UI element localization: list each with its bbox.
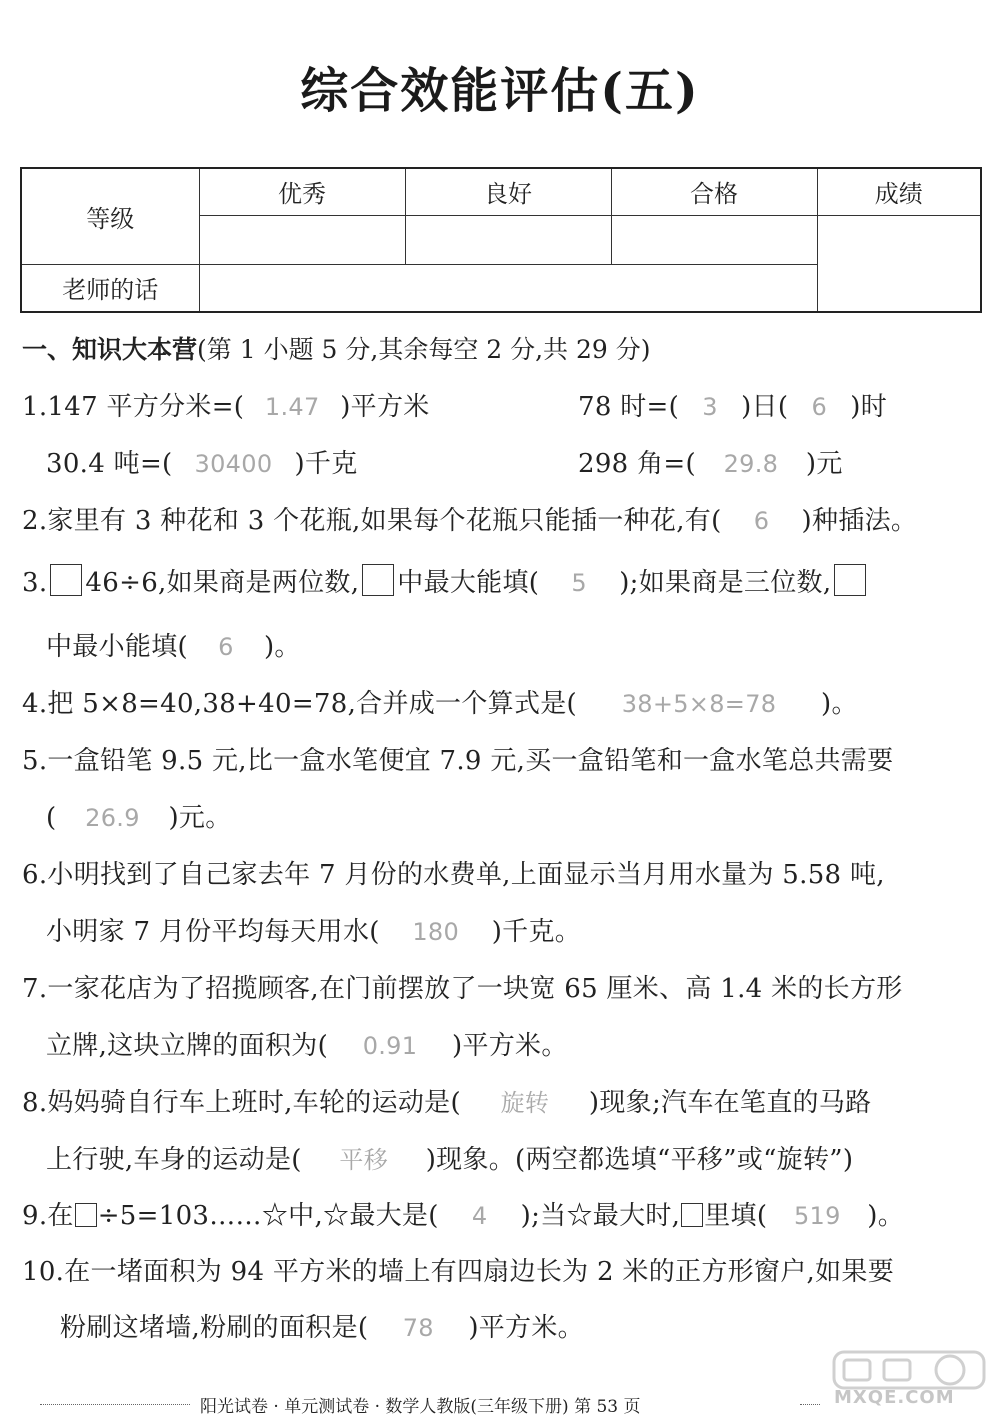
q1b-unit: )时 [850, 392, 888, 422]
q7-text-2: 立牌,这块立牌的面积为( [46, 1031, 329, 1061]
q9-blank-box-2 [681, 1203, 703, 1227]
q1b-text: 78 时=( [578, 392, 680, 422]
q9-number: 9.在 [22, 1201, 74, 1231]
q5-end: )元。 [168, 803, 232, 833]
q10-text-2: 粉刷这堵墙,粉刷的面积是( [60, 1313, 369, 1343]
question-10-cont [60, 1307, 584, 1344]
pass-cell [611, 215, 817, 264]
q2-text: 2.家里有 3 种花和 3 个花瓶,如果每个花瓶只能插一种花,有( [22, 506, 722, 536]
q9-text-2: );当☆最大时, [520, 1201, 681, 1231]
q1d-unit: )元 [805, 449, 843, 479]
question-1d [578, 443, 843, 480]
question-3-cont [46, 626, 301, 663]
q3-number: 3. [22, 568, 48, 598]
q8-text-4: )现象。(两空都选填“平移”或“旋转”) [425, 1145, 854, 1175]
q2-answer: 6 [753, 507, 770, 535]
question-3 [22, 562, 869, 599]
q1d-text: 298 角=( [578, 449, 696, 479]
question-1c [46, 443, 358, 480]
q9-text-1: ÷5=103……☆中,☆最大是( [97, 1201, 439, 1231]
q7-answer: 0.91 [362, 1032, 418, 1060]
question-2 [22, 500, 917, 537]
question-5-cont [46, 797, 232, 834]
pass-header: 合格 [611, 168, 817, 215]
q7-end: )平方米。 [452, 1031, 568, 1061]
q3-blank-box-2 [362, 564, 394, 596]
q10-end: )平方米。 [468, 1313, 584, 1343]
footer-text: 阳光试卷 · 单元测试卷 · 数学人教版(三年级下册) 第 53 页 [200, 1397, 641, 1417]
q2-end: )种插法。 [801, 506, 918, 536]
q3-text-1: 46÷6,如果商是两位数, [85, 568, 360, 598]
q9-text-3: 里填( [704, 1201, 768, 1231]
q9-answer-star: 4 [471, 1202, 488, 1230]
q1a-text: 1.147 平方分米=( [22, 392, 245, 422]
q9-answer-box: 519 [793, 1202, 841, 1230]
page-footer [40, 1392, 920, 1417]
question-4 [22, 683, 858, 720]
q7-text: 7.一家花店为了招揽顾客,在门前摆放了一块宽 65 厘米、高 1.4 米的长方形 [22, 974, 903, 1004]
level-label: 等级 [21, 168, 199, 264]
q6-answer: 180 [412, 918, 460, 946]
q10-text: 10.在一堵面积为 94 平方米的墙上有四扇边长为 2 米的正方形窗户,如果要 [22, 1257, 894, 1287]
score-cell [817, 215, 981, 312]
q4-answer: 38+5×8=78 [621, 690, 777, 718]
score-header: 成绩 [817, 168, 981, 215]
section-title: 一、知识大本营 [22, 335, 198, 364]
q1c-text: 30.4 吨=( [46, 449, 173, 479]
q8-answer-car: 平移 [339, 1146, 389, 1174]
q6-end: )千克。 [491, 917, 582, 947]
question-7 [22, 968, 903, 1005]
q6-text-2: 小明家 7 月份平均每天用水( [46, 917, 380, 947]
q3-answer-min: 6 [218, 633, 234, 661]
q10-answer: 78 [402, 1314, 434, 1342]
q6-text: 6.小明找到了自己家去年 7 月份的水费单,上面显示当月用水量为 5.58 吨, [22, 860, 885, 890]
question-7-cont [46, 1025, 568, 1062]
q1b-answer-day: 3 [702, 393, 718, 421]
footer-rule-left [40, 1404, 190, 1405]
q5-open: ( [46, 803, 57, 833]
watermark-icon [830, 1348, 994, 1392]
question-9 [22, 1195, 904, 1232]
teacher-comment-cell [199, 264, 817, 312]
watermark-logo [830, 1348, 994, 1408]
watermark-text: MXQE.COM [834, 1387, 955, 1408]
q8-text-3: 上行驶,车身的运动是( [46, 1145, 302, 1175]
q3-text-2: 中最大能填( [397, 568, 540, 598]
q1c-answer: 30400 [194, 450, 273, 478]
question-5 [22, 740, 893, 777]
q1d-answer: 29.8 [723, 450, 779, 478]
q3-blank-box [50, 564, 82, 596]
footer-rule-right [800, 1404, 820, 1405]
q3-answer-max: 5 [571, 569, 587, 597]
q4-text: 4.把 5×8=40,38+40=78,合并成一个算式是( [22, 689, 578, 719]
question-10 [22, 1251, 894, 1288]
page-title: 综合效能评估(五) [300, 63, 700, 119]
question-8-cont [46, 1139, 853, 1176]
q3-end: )。 [263, 632, 301, 662]
q1a-answer: 1.47 [264, 393, 320, 421]
q4-end: )。 [821, 689, 858, 719]
excellent-header: 优秀 [199, 168, 405, 215]
q9-blank-box [75, 1203, 97, 1227]
q3-blank-box-3 [834, 564, 866, 596]
q5-text: 5.一盒铅笔 9.5 元,比一盒水笔便宜 7.9 元,买一盒铅笔和一盒水笔总共需要 [22, 746, 894, 776]
section-note: (第 1 小题 5 分,其余每空 2 分,共 29 分) [197, 335, 651, 364]
question-6 [22, 854, 885, 891]
q5-answer: 26.9 [85, 804, 140, 832]
q1c-unit: )千克 [294, 449, 358, 479]
q9-end: )。 [867, 1201, 905, 1231]
q3-text-3: );如果商是三位数, [619, 568, 832, 598]
section-heading [22, 330, 651, 366]
question-1b [578, 386, 887, 423]
question-1a [22, 386, 430, 423]
q3-text-4: 中最小能填( [46, 632, 188, 662]
teacher-comment-label: 老师的话 [21, 264, 199, 312]
q1a-unit: )平方米 [340, 392, 430, 422]
q1b-answer-hour: 6 [811, 393, 828, 421]
good-cell [405, 215, 611, 264]
grade-table [20, 167, 982, 313]
q8-answer-wheel: 旋转 [500, 1089, 550, 1117]
q1b-mid: )日( [741, 392, 789, 422]
q8-text-2: )现象;汽车在笔直的马路 [588, 1088, 872, 1118]
question-6-cont [46, 911, 581, 948]
good-header: 良好 [405, 168, 611, 215]
q8-text-1: 8.妈妈骑自行车上班时,车轮的运动是( [22, 1088, 461, 1118]
question-8 [22, 1082, 871, 1119]
excellent-cell [199, 215, 405, 264]
